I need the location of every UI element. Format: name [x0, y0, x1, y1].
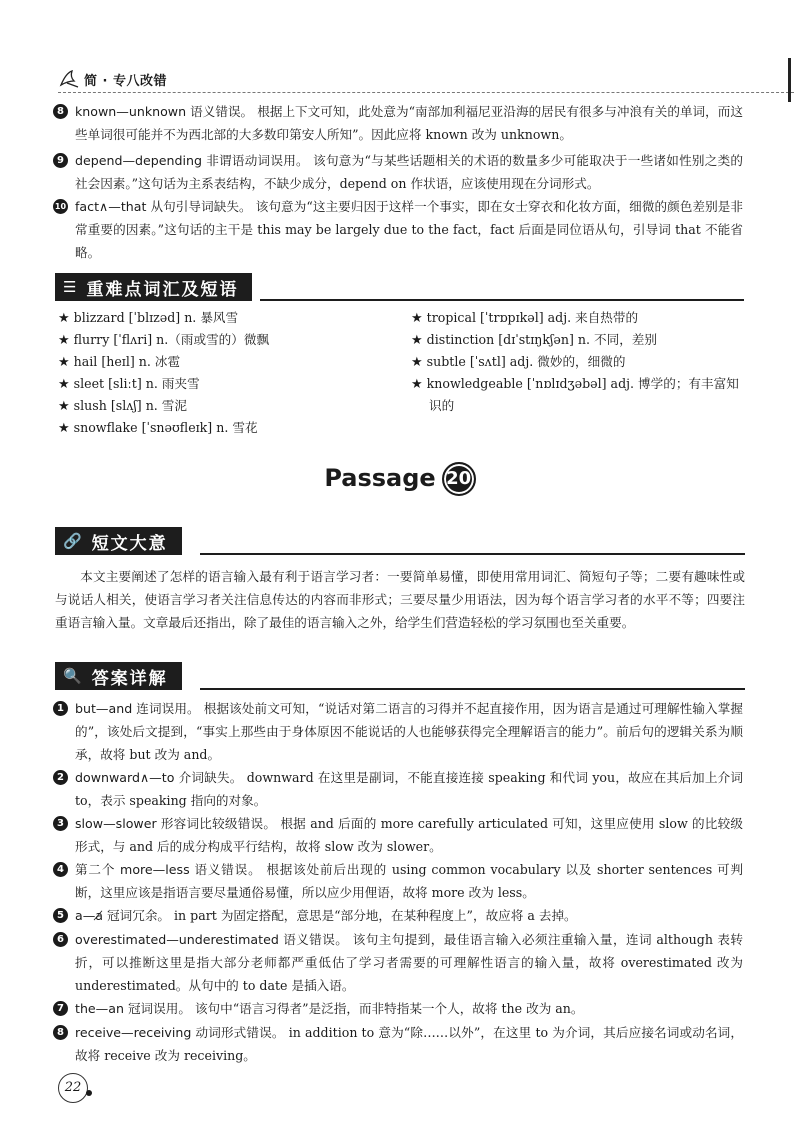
answers-section-title: 答案详解 — [91, 668, 168, 689]
vocab-section-title-box — [55, 273, 252, 301]
answer-entry-2 — [53, 766, 743, 812]
summary-section-banner — [55, 527, 182, 555]
entry-text: 该句意为“与某些话题相关的术语的数量多少可能取决于一些诸如性别之类的社会因素。”这句话为主系表结构，不缺少成分，depend on 作状语，应该使用现在分词形式。 — [75, 153, 743, 191]
answer-entry-8 — [53, 100, 743, 146]
passage-number-badge: 20 — [442, 462, 476, 496]
summary-banner-rule — [200, 553, 745, 555]
entry-number-badge: 8 — [53, 104, 68, 119]
answer-entry-10 — [53, 195, 743, 264]
vocab-item: ★ flurry [ˈflʌri] n.（雨或雪的）微飘 — [58, 332, 270, 348]
entry-number-badge: 8 — [53, 1025, 68, 1040]
entry-text: 根据该处前后出现的 using common vocabulary 以及 shorter sentences 可判断，这里应该是指语言要尽量通俗易懂，所以应少用俚语，故将 more 改为 less。 — [75, 862, 744, 900]
star-icon: ★ — [58, 421, 70, 436]
entry-text: in addition to 意为“除……以外”，在这里 to 为介词，其后应接名词或动名词，故将 receive 改为 receiving。 — [75, 1025, 743, 1063]
entry-key: 第二个 more—less 语义错误。 — [75, 862, 262, 877]
summary-section-title-box — [55, 527, 182, 555]
entry-number-badge: 3 — [53, 816, 68, 831]
page-number-ornament — [86, 1090, 92, 1096]
entry-key: downward∧—to 介词缺失。 — [75, 770, 243, 785]
vocab-item: ★ tropical [ˈtrɒpɪkəl] adj. 来自热带的 — [411, 310, 639, 326]
page-edge-mark — [788, 58, 791, 102]
star-icon: ★ — [58, 311, 70, 326]
entry-number-badge: 2 — [53, 770, 68, 785]
vocab-list-left — [58, 307, 388, 439]
vocab-item: ★ slush [slʌʃ] n. 雪泥 — [58, 398, 187, 414]
answer-entry-1 — [53, 697, 743, 766]
entry-number-badge: 6 — [53, 932, 68, 947]
star-icon: ★ — [411, 333, 423, 348]
entry-text: 根据该处前文可知，“说话对第二语言的习得并不起直接作用，因为语言是通过可理解性输入掌握的”，该处后文提到，“事实上那些由于身体原因不能说话的人也能够获得完全理解语言的能力”。前后句的逻辑关系为顺承，故将 but 改为 and。 — [75, 701, 743, 762]
answer-entry-3 — [53, 812, 743, 858]
vocab-item: ★ knowledgeable [ˈnɒlɪdʒəbəl] adj. 博学的；有丰富知识的 — [411, 376, 739, 413]
star-icon: ★ — [58, 399, 70, 414]
vocab-list-right — [411, 307, 745, 416]
star-icon: ★ — [58, 355, 70, 370]
answers-section-title-box — [55, 662, 182, 690]
entry-key: depend—depending 非谓语动词误用。 — [75, 153, 309, 168]
entry-text: 该句中“语言习得者”是泛指，而非特指某一个人，故将 the 改为 an。 — [190, 1001, 584, 1016]
entry-number-badge: 9 — [53, 153, 68, 168]
entry-key: fact∧—that 从句引导词缺失。 — [75, 199, 252, 214]
vocab-item: ★ distinction [dɪˈstɪŋkʃən] n. 不同，差别 — [411, 332, 657, 348]
entry-key: receive—receiving 动词形式错误。 — [75, 1025, 285, 1040]
vocab-banner-rule — [260, 299, 744, 301]
vocab-item: ★ subtle [ˈsʌtl] adj. 微妙的，细微的 — [411, 354, 626, 370]
answer-entry-9 — [53, 149, 743, 195]
section-label: 简 · 专八改错 — [84, 73, 167, 89]
entry-text: downward 在这里是副词，不能直接连接 speaking 和代词 you，故应在其后加上介词 to，表示 speaking 指向的对象。 — [75, 770, 743, 808]
entry-number-badge: 7 — [53, 1001, 68, 1016]
passage-label: Passage — [324, 464, 436, 492]
entry-number-badge: 1 — [53, 701, 68, 716]
answer-entry-6 — [53, 928, 743, 997]
entry-key: a—a̸ 冠词冗余。 — [75, 908, 171, 923]
page-number: 22 — [58, 1073, 88, 1103]
vocab-item: ★ blizzard [ˈblɪzəd] n. 暴风雪 — [58, 310, 239, 326]
answer-entry-5 — [53, 904, 743, 927]
entry-text: 根据 and 后面的 more carefully articulated 可知，这里应使用 slow 的比较级形式，与 and 后的成分构成平行结构，故将 slow 改为 slower。 — [75, 816, 743, 854]
answers-banner-rule — [200, 688, 745, 690]
list-icon: ☰ — [63, 278, 79, 296]
book-icon — [58, 67, 82, 91]
running-header — [58, 66, 167, 92]
entry-text: 该句意为“这主要归因于这样一个事实，即在女士穿衣和化妆方面，细微的颜色差别是非常重要的因素。”这句话的主干是 this may be largely due to the fact，fact 后面是同位语从句，引导词 that 不能省略。 — [75, 199, 743, 260]
entry-number-badge: 10 — [53, 199, 68, 214]
answers-section-banner — [55, 662, 182, 690]
summary-paragraph: 本文主要阐述了怎样的语言输入最有利于语言学习者：一要简单易懂，即使用常用词汇、简短句子等；二要有趣味性或与说话人相关，使语言学习者关注信息传达的内容而非形式；三要尽量少用语法，因为每个语言学习者的水平不等；四要注重语言输入量。文章最后还指出，除了最佳的语言输入之外，给学生们营造轻松的学习氛围也至关重要。 — [55, 569, 745, 630]
entry-number-badge: 4 — [53, 862, 68, 877]
entry-key: overestimated—underestimated 语义错误。 — [75, 932, 349, 947]
star-icon: ★ — [411, 355, 423, 370]
vocab-item: ★ sleet [sliːt] n. 雨夹雪 — [58, 376, 200, 392]
magnifier-icon: 🔍 — [63, 667, 84, 685]
answer-entry-8b — [53, 1021, 743, 1067]
entry-key: but—and 连词误用。 — [75, 701, 200, 716]
entry-key: slow—slower 形容词比较级错误。 — [75, 816, 277, 831]
entry-text: in part 为固定搭配，意思是“部分地，在某种程度上”，故应将 a 去掉。 — [170, 908, 577, 923]
vocab-item: ★ hail [heɪl] n. 冰雹 — [58, 354, 181, 370]
vocab-item: ★ snowflake [ˈsnəʊfleɪk] n. 雪花 — [58, 420, 258, 436]
summary-section-title: 短文大意 — [91, 533, 168, 554]
star-icon: ★ — [58, 377, 70, 392]
answer-entry-7 — [53, 997, 743, 1020]
link-icon: 🔗 — [63, 532, 84, 550]
entry-key: known—unknown 语义错误。 — [75, 104, 254, 119]
star-icon: ★ — [58, 333, 70, 348]
entry-text: 该句主句提到，最佳语言输入必须注重输入量，连词 although 表转折，可以推断这里是指大部分老师都严重低估了学习者需要的可理解性语言的输入量，故将 overestimated 改为 underestimated。从句中的 to date 是插入语。 — [75, 932, 743, 993]
star-icon: ★ — [411, 311, 423, 326]
header-divider — [58, 92, 794, 93]
entry-text: 根据上下文可知，此处意为“南部加利福尼亚沿海的居民有很多与冲浪有关的单词，而这些单词很可能并不为西北部的大多数印第安人所知”。因此应将 known 改为 unknown。 — [75, 104, 743, 142]
vocab-section-banner — [55, 273, 252, 301]
entry-number-badge: 5 — [53, 908, 68, 923]
answer-entry-4 — [53, 858, 743, 904]
passage-title — [0, 462, 800, 496]
star-icon: ★ — [411, 377, 423, 392]
vocab-section-title: 重难点词汇及短语 — [86, 279, 239, 300]
entry-key: the—an 冠词误用。 — [75, 1001, 191, 1016]
